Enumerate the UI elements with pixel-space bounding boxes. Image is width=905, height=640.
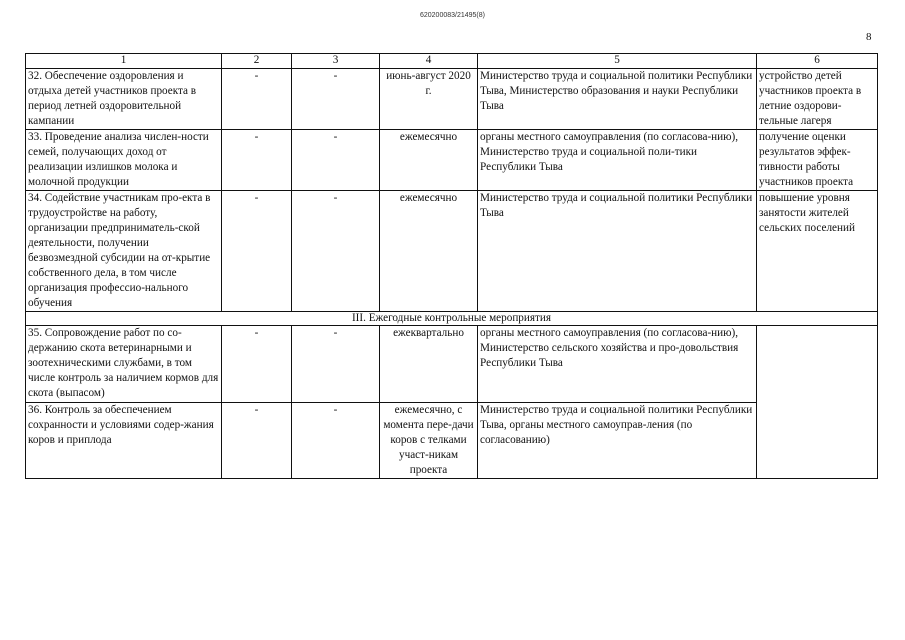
- measures-table: [25, 53, 878, 479]
- page-number: 8: [866, 31, 872, 43]
- col3-cell: -: [292, 326, 380, 403]
- deadline-cell: ежемесячно: [380, 191, 478, 312]
- result-cell: получение оценки результатов эффек-тивности работы участников проекта: [757, 130, 878, 191]
- column-number-row: [26, 54, 878, 69]
- section-row: [26, 312, 878, 326]
- responsible-cell: органы местного самоуправления (по согласова-нию), Министерство сельского хозяйства и про-довольствия Республики Тыва: [478, 326, 757, 403]
- responsible-cell: органы местного самоуправления (по согласова-нию), Министерство труда и социальной поли-тики Республики Тыва: [478, 130, 757, 191]
- column-header: 1: [26, 54, 222, 69]
- measure-cell: 35. Сопровождение работ по со-держанию скота ветеринарными и зоотехническими службами, в том числе контроль за наличием кормов для скота (выпасом): [26, 326, 222, 403]
- col2-cell: -: [222, 69, 292, 130]
- deadline-cell: ежемесячно: [380, 130, 478, 191]
- measure-cell: 34. Содействие участникам про-екта в трудоустройстве на работу, организации предприниматель-ской деятельности, получении безвозмездной субсидии на от-крытие собственного дела, в том числе организация профессио-нального обучения: [26, 191, 222, 312]
- deadline-cell: июнь-август 2020 г.: [380, 69, 478, 130]
- responsible-cell: Министерство труда и социальной политики Республики Тыва, Министерство образования и науки Республики Тыва: [478, 69, 757, 130]
- table-row: [26, 403, 878, 479]
- measure-cell: 33. Проведение анализа числен-ности семей, получающих доход от реализации излишков молока и молочной продукции: [26, 130, 222, 191]
- result-cell: [757, 326, 878, 479]
- table-row: [26, 130, 878, 191]
- section-title: III. Ежегодные контрольные мероприятия: [26, 312, 878, 326]
- col3-cell: -: [292, 403, 380, 479]
- measure-cell: 36. Контроль за обеспечением сохранности и условиями содер-жания коров и приплода: [26, 403, 222, 479]
- column-header: 2: [222, 54, 292, 69]
- col2-cell: -: [222, 326, 292, 403]
- col2-cell: -: [222, 403, 292, 479]
- column-header: 6: [757, 54, 878, 69]
- responsible-cell: Министерство труда и социальной политики Республики Тыва, органы местного самоупрaв-ления (по согласованию): [478, 403, 757, 479]
- responsible-cell: Министерство труда и социальной политики Республики Тыва: [478, 191, 757, 312]
- col2-cell: -: [222, 130, 292, 191]
- table-row: [26, 69, 878, 130]
- col3-cell: -: [292, 130, 380, 191]
- table-row: [26, 191, 878, 312]
- deadline-cell: ежемесячно, с момента пере-дачи коров с телками участ-никам проекта: [380, 403, 478, 479]
- col3-cell: -: [292, 191, 380, 312]
- result-cell: устройство детей участников проекта в летние оздорови-тельные лагеря: [757, 69, 878, 130]
- column-header: 4: [380, 54, 478, 69]
- column-header: 5: [478, 54, 757, 69]
- measure-cell: 32. Обеспечение оздоровления и отдыха детей участников проекта в период летней оздоровительной кампании: [26, 69, 222, 130]
- result-cell: повышение уровня занятости жителей сельских поселений: [757, 191, 878, 312]
- col3-cell: -: [292, 69, 380, 130]
- deadline-cell: ежеквартально: [380, 326, 478, 403]
- column-header: 3: [292, 54, 380, 69]
- col2-cell: -: [222, 191, 292, 312]
- table-row: [26, 326, 878, 403]
- document-code: 620200083/21495(8): [419, 12, 485, 19]
